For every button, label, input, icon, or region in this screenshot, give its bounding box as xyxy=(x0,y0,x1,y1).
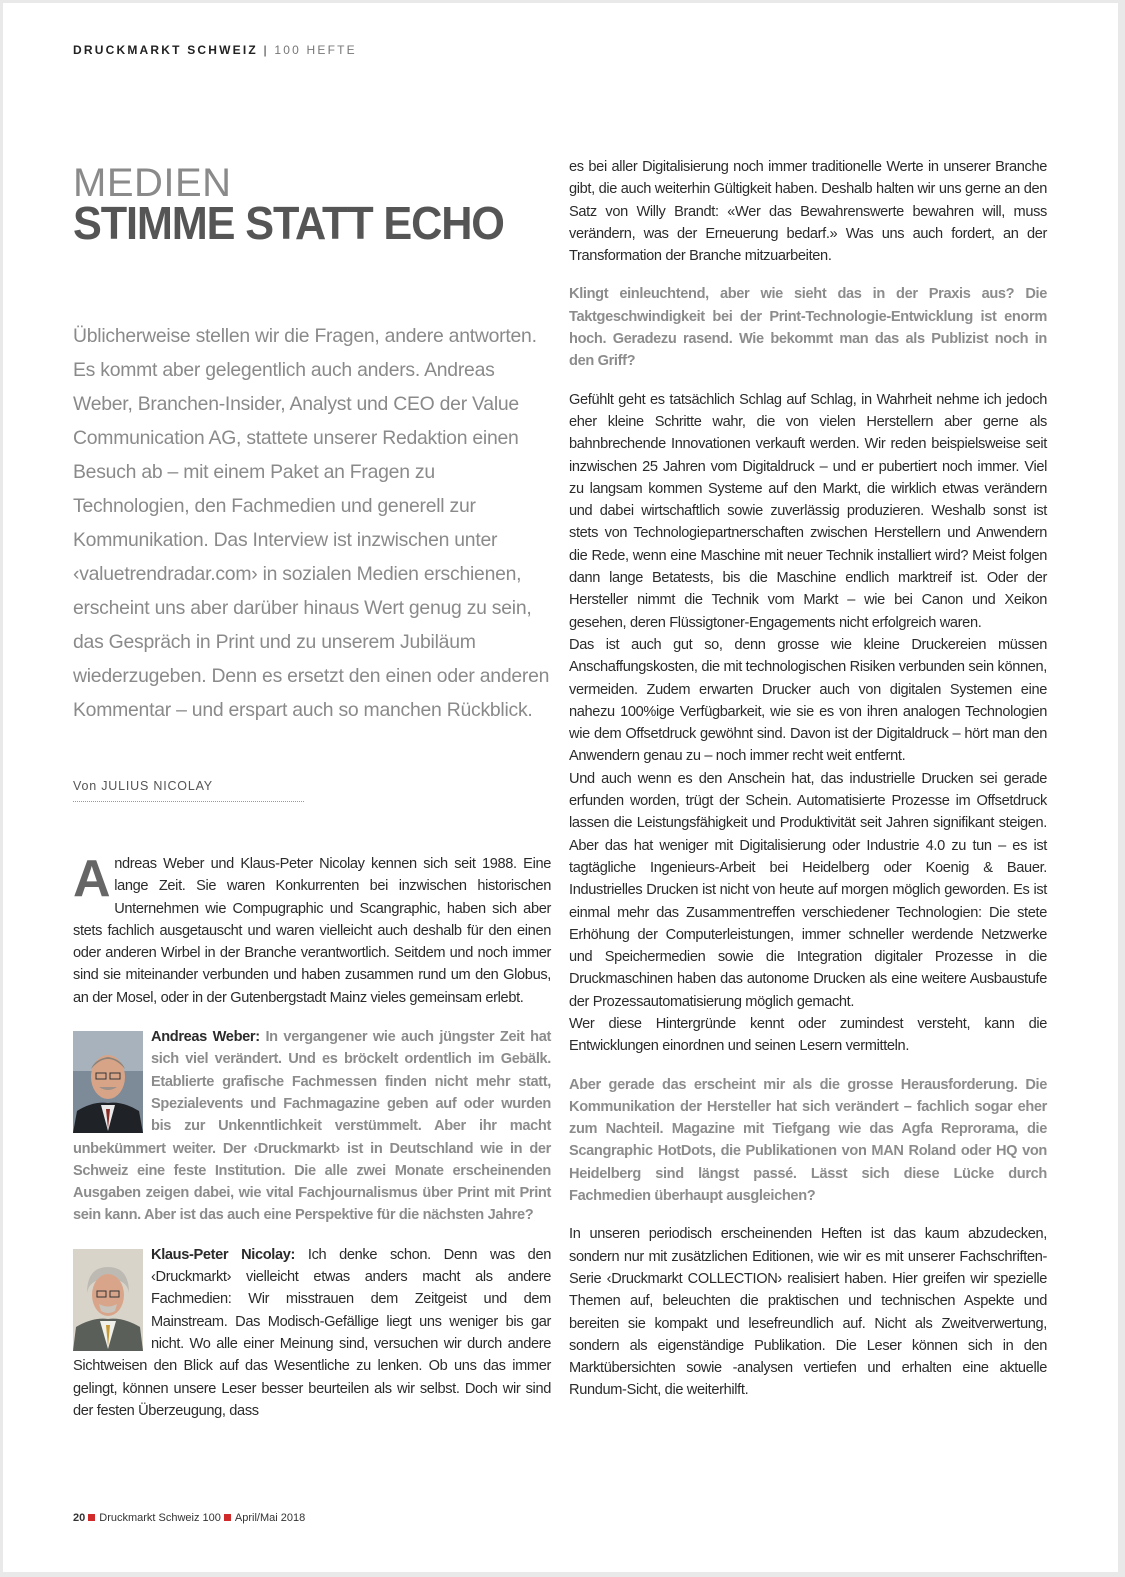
question-2: Klingt einleuchtend, aber wie sieht das in der Praxis aus? Die Taktgeschwindigkeit bei der Print-Technologie-Entwicklung ist enorm hoch. Geradezu rasend. Wie bekommt man das als Publizist noch in den Griff? xyxy=(569,286,1047,370)
opening-paragraph xyxy=(73,850,551,1009)
left-column xyxy=(73,850,551,1422)
right-column xyxy=(569,156,1047,1402)
magazine-page xyxy=(3,3,1118,1572)
footer-magazine: Druckmarkt Schweiz 100 xyxy=(99,1512,221,1524)
speaker-klaus-peter-nicolay: Klaus-Peter Nicolay: xyxy=(151,1246,296,1263)
photo-andreas-weber xyxy=(73,1031,143,1133)
running-header xyxy=(73,43,357,57)
question-1 xyxy=(73,1026,551,1227)
answer-2-paragraph-1: Gefühlt geht es tatsächlich Schlag auf Schlag, in Wahrheit nehme ich jedoch eher kleine Schritte wahr, die von vielen Herstellern aber gerne als bahnbrechende Innovationen verkauft werden. Wir reden beispielsweise seit inzwischen 25 Jahren vom Digitaldruck – und er pubertiert noch immer. Viel zu langsam kommen Systeme auf den Markt, die wirklich etwas verändern und dabei wirtschaftlich sowie zuverlässig produzieren. Weshalb sonst ist stets von Technologiepartnerschaften zwischen Herstellern und Anwendern die Rede, wenn eine Maschine mit neuer Technik installiert wird? Meist folgen dann lange Betatests, bis die Maschine endlich marktreif ist. Oder der Hersteller nimmt die Technik vom Markt – wie bei Canon und Xeikon gesehen, deren Flüssigtoner-Engagements nicht erfolgreich waren. xyxy=(569,391,1047,631)
answer-2-paragraph-4: Wer diese Hintergründe kennt oder zumindest versteht, kann die Entwicklungen einordnen und seinen Lesern vermitteln. xyxy=(569,1015,1047,1055)
answer-1-text: Ich denke schon. Denn was den ‹Druckmarkt› vielleicht etwas anders macht als andere Fachmedien: Wir misstrauen dem Zeitgeist und dem Mainstream. Das Modisch-Gefällige liegt uns weniger bis gar nicht. Wo alle einer Meinung sind, versuchen wir durch andere Sichtweisen den Blick auf das Wesentliche zu lenken. Ob uns das immer gelingt, können unsere Leser besser beurteilen als wir selbst. Doch wir sind der festen Überzeugung, dass xyxy=(73,1246,551,1419)
section-kicker: MEDIEN xyxy=(73,161,232,205)
footer-square-icon xyxy=(88,1514,95,1521)
page-footer xyxy=(73,1512,305,1524)
intro-paragraph: Üblicherweise stellen wir die Fragen, andere antworten. Es kommt aber gelegentlich auch anders. Andreas Weber, Branchen-Insider, Analyst und CEO der Value Communication AG, stattete unserer Redaktion einen Besuch ab – mit einem Paket an Fragen zu Technologien, den Fachmedien und generell zur Kommunikation. Das Interview ist inzwischen unter ‹valuetrendradar.com› in sozialen Medien erschienen, erscheint uns aber darüber hinaus Wert genug zu sein, das Gespräch in Print und zu unserem Jubiläum wiederzugeben. Denn es ersetzt den einen oder anderen Kommentar – und erspart auch so manchen Rückblick. xyxy=(73,325,550,721)
answer-2-paragraph-2: Das ist auch gut so, denn grosse wie kleine Druckereien müssen Anschaffungskosten, die mit technologischen Risiken verbunden sein können, vermeiden. Zudem erwarten Drucker auch von digitalen Systemen eine nahezu 100%ige Verfügbarkeit, wie sie es von ihren analogen Technologien wie dem Offsetdruck gewöhnt sind. Davon ist der Digitaldruck – hört man den Anwendern genau zu – noch immer recht weit entfernt. xyxy=(569,636,1047,765)
question-3: Aber gerade das erscheint mir als die grosse Herausforderung. Die Kommunikation der Hersteller hat sich verändert – fachlich sogar eher zum Nachteil. Magazine mit Tiefgang wie das Agfa Reprorama, die Scangraphic HotDots, die Publikationen von MAN Roland oder HQ von Heidelberg sind längst passé. Lässt sich diese Lücke durch Fachmedien überhaupt ausgleichen? xyxy=(569,1076,1047,1205)
answer-1 xyxy=(73,1244,551,1422)
answer-2-paragraph-3: Und auch wenn es den Anschein hat, das industrielle Drucken sei gerade erfunden worden, trügt der Schein. Automatisierte Prozesse im Offsetdruck lassen die Leistungsfähigkeit und Produktivität seit Jahren signifikant steigen. Aber das hat weniger mit Digitalisierung oder Industrie 4.0 zu tun – es ist tagtägliche Ingenieurs-Arbeit bei Heidelberg oder Koenig & Bauer. Industrielles Drucken ist nicht von heute auf morgen möglich geworden. Es ist einmal mehr das Zusammentreffen verschiedener Technologien: Die stete Erhöhung der Computerleistungen, immer schneller werdende Netzwerke und Speichermedien sowie die Integration digitaler Prozesse in die Druckmaschinen haben das autonome Drucken als eine weitere Ausbaustufe der Prozessautomatisierung möglich gemacht. xyxy=(569,770,1047,1010)
footer-square-icon xyxy=(224,1514,231,1521)
opening-text: ndreas Weber und Klaus-Peter Nicolay kennen sich seit 1988. Eine lange Zeit. Sie waren Konkurrenten bei inzwischen historischen Unternehmen wie Compugraphic und Scangraphic, haben sich aber stets fachlich ausgetauscht und waren vielleicht auch deshalb für den einen oder anderen Wirbel in der Branche verantwortlich. Seitdem und noch immer sind sie miteinander verbunden und haben zusammen rund um den Globus, an der Mosel, oder in der Gutenbergstadt Mainz vieles gemeinsam erlebt. xyxy=(73,856,551,1006)
portrait-andreas-weber xyxy=(73,1031,143,1133)
header-issue: 100 HEFTE xyxy=(274,43,357,57)
byline: Von JULIUS NICOLAY xyxy=(73,779,304,802)
question-1-text: In vergangener wie auch jüngster Zeit hat sich viel verändert. Und es bröckelt ordentlich im Gebälk. Etablierte grafische Fachmessen finden nicht mehr statt, Spezialevents und Fachmagazine geben auf oder wurden bis zur Unkenntlichkeit verstümmelt. Aber ihr macht unbekümmert weiter. Der ‹Druckmarkt› ist in Deutschland wie in der Schweiz eine feste Institution. Die alle zwei Monate erscheinenden Ausgaben zeigen dabei, wie vital Fachjournalismus über Print mit Print sein kann. Aber ist das auch eine Perspektive für die nächsten Jahre? xyxy=(73,1029,551,1224)
footer-date: April/Mai 2018 xyxy=(234,1512,306,1524)
header-magazine: DRUCKMARKT SCHWEIZ xyxy=(73,43,258,57)
header-separator: | xyxy=(263,43,269,57)
dropcap: A xyxy=(73,850,111,908)
speaker-andreas-weber: Andreas Weber: xyxy=(151,1029,260,1046)
photo-klaus-peter-nicolay xyxy=(73,1249,143,1351)
page-number: 20 xyxy=(73,1512,86,1524)
article-headline: STIMME STATT ECHO xyxy=(73,197,504,249)
right-paragraph-1: es bei aller Digitalisierung noch immer traditionelle Werte in unserer Branche gibt, die auch weiterhin Gültigkeit haben. Deshalb halten wir uns gerne an den Satz von Willy Brandt: «Wer das Bewahrenswerte bewahren will, muss verändern, was der Erneuerung bedarf.» Was uns auch fordert, an der Transformation der Branche mitzuarbeiten. xyxy=(569,159,1047,265)
portrait-klaus-peter-nicolay xyxy=(73,1249,143,1351)
answer-3: In unseren periodisch erscheinenden Heften ist das kaum abzudecken, sondern nur mit zusätzlichen Editionen, wie wir es mit unserer Fachschriften-Serie ‹Druckmarkt COLLECTION› realisiert haben. Hier greifen wir spezielle Themen auf, beleuchten die praktischen und technischen Aspekte und bereiten sie kompakt und lesefreundlich auf. Nicht als Zweitverwertung, sondern als eigenständige Publikation. Die Leser können sich in den Marktübersichten sowie -analysen vertiefen und erhalten eine aktuelle Rundum-Sicht, die weiterhilft. xyxy=(569,1226,1047,1399)
